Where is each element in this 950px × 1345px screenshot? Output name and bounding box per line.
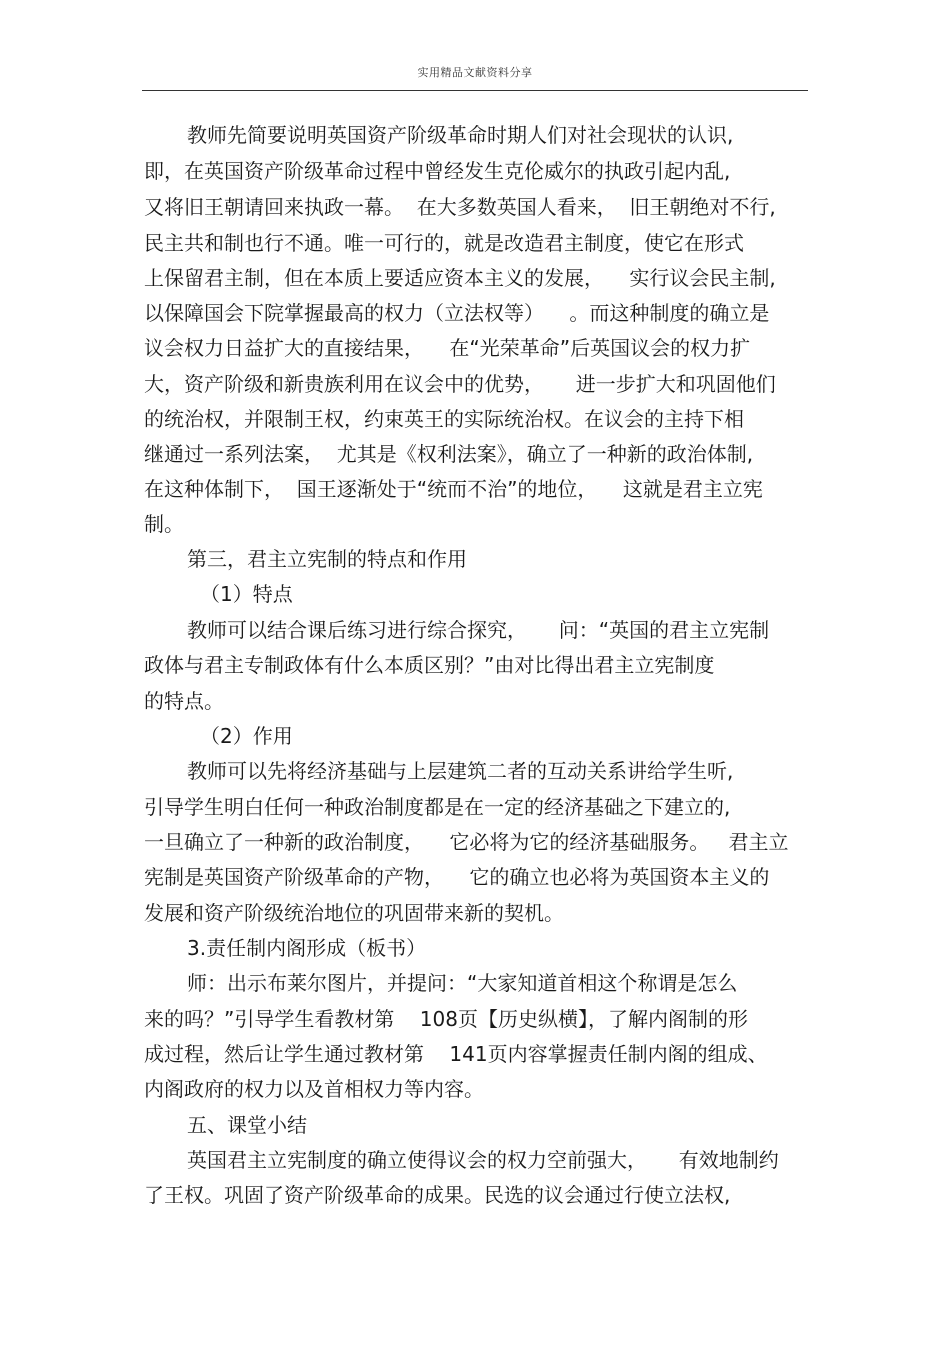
paragraph-line: 内阁政府的权力以及首相权力等内容。 — [144, 1077, 484, 1101]
paragraph-line: 宪制是英国资产阶级革命的产物， 它的确立也必将为英国资本主义的 — [144, 865, 770, 889]
paragraph-line: 议会权力日益扩大的直接结果， 在“光荣革命”后英国议会的权力扩 — [144, 336, 751, 360]
page-header: 实用精品文献资料分享 — [417, 66, 533, 79]
paragraph-line: 引导学生明白任何一种政治制度都是在一定的经济基础之下建立的, — [144, 795, 731, 819]
paragraph-line: 制。 — [144, 512, 184, 536]
paragraph-line: 又将旧王朝请回来执政一幕。 在大多数英国人看来， 旧王朝绝对不行, — [144, 195, 776, 219]
paragraph-line: 在这种体制下， 国王逐渐处于“统而不治”的地位， 这就是君主立宪 — [144, 477, 763, 501]
paragraph-line: 的统治权，并限制王权，约束英王的实际统治权。在议会的主持下相 — [144, 407, 744, 431]
section-heading: 第三，君主立宪制的特点和作用 — [187, 547, 467, 571]
paragraph-line: 大，资产阶级和新贵族利用在议会中的优势， 进一步扩大和巩固他们 — [144, 372, 776, 396]
paragraph-line: 上保留君主制，但在本质上要适应资本主义的发展， 实行议会民主制, — [144, 266, 776, 290]
paragraph-line: 的特点。 — [144, 689, 224, 713]
paragraph-line: 政体与君主专制政体有什么本质区别？”由对比得出君主立宪制度 — [144, 653, 715, 677]
paragraph-line: 以保障国会下院掌握最高的权力（立法权等） 。而这种制度的确立是 — [144, 301, 770, 325]
paragraph-line: 师：出示布莱尔图片，并提问：“大家知道首相这个称谓是怎么 — [187, 971, 738, 995]
header-divider — [142, 90, 808, 91]
section-heading: 3.责任制内阁形成（板书） — [187, 936, 427, 960]
subsection-heading: （1）特点 — [200, 582, 293, 606]
paragraph-line: 成过程，然后让学生通过教材第 141页内容掌握责任制内阁的组成、 — [144, 1042, 768, 1066]
paragraph-line: 来的吗？”引导学生看教材第 108页【历史纵横】，了解内阁制的形 — [144, 1007, 748, 1031]
paragraph-line: 发展和资产阶级统治地位的巩固带来新的契机。 — [144, 901, 564, 925]
paragraph-line: 教师可以结合课后练习进行综合探究， 问：“英国的君主立宪制 — [187, 618, 770, 642]
paragraph-line: 一旦确立了一种新的政治制度， 它必将为它的经济基础服务。 君主立 — [144, 830, 789, 854]
paragraph-line: 民主共和制也行不通。唯一可行的，就是改造君主制度，使它在形式 — [144, 231, 744, 255]
paragraph-line: 即，在英国资产阶级革命过程中曾经发生克伦威尔的执政引起内乱, — [144, 159, 731, 183]
paragraph-line: 英国君主立宪制度的确立使得议会的权力空前强大， 有效地制约 — [187, 1148, 779, 1172]
subsection-heading: （2）作用 — [200, 724, 293, 748]
section-heading: 五、课堂小结 — [187, 1113, 307, 1137]
paragraph-line: 教师可以先将经济基础与上层建筑二者的互动关系讲给学生听, — [187, 759, 734, 783]
paragraph-line: 教师先简要说明英国资产阶级革命时期人们对社会现状的认识, — [187, 123, 734, 147]
paragraph-line: 了王权。巩固了资产阶级革命的成果。民选的议会通过行使立法权, — [144, 1183, 731, 1207]
paragraph-line: 继通过一系列法案， 尤其是《权利法案》，确立了一种新的政治体制, — [144, 442, 754, 466]
